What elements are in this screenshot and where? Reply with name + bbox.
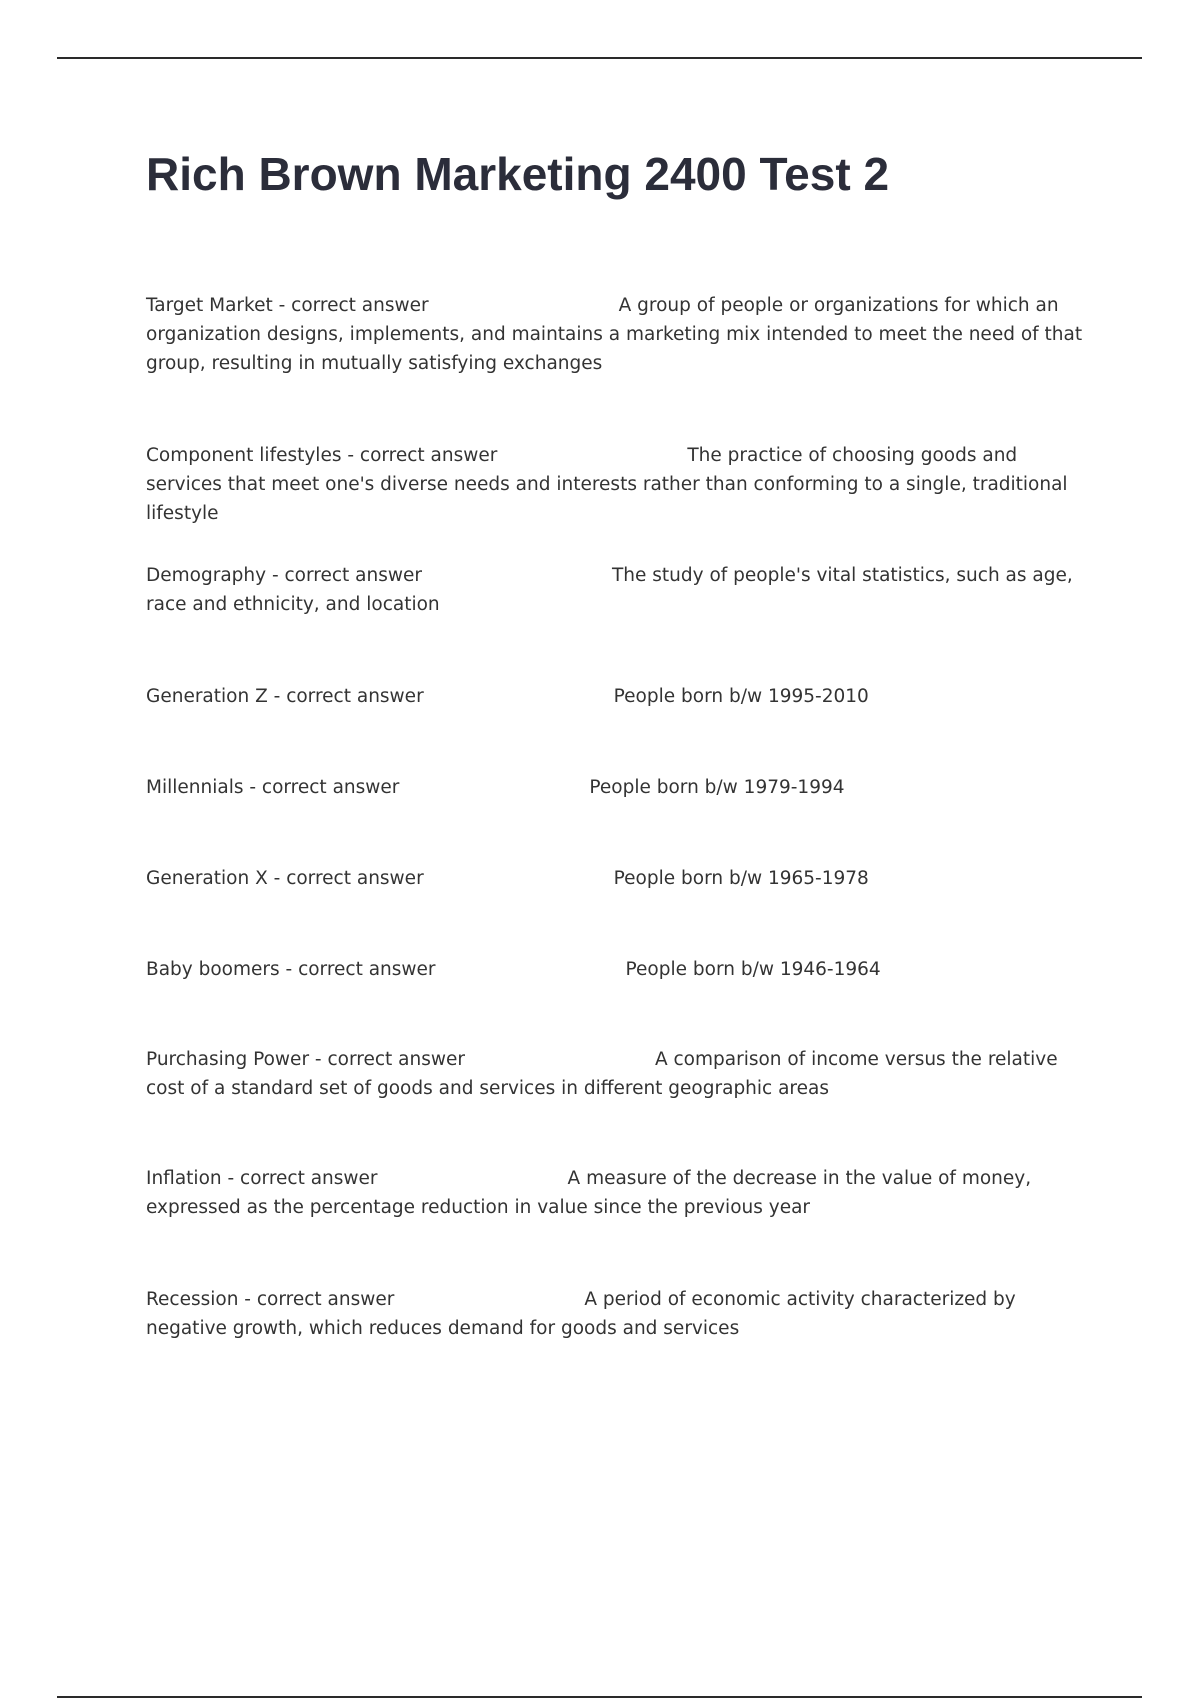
entry-term: Target Market - correct answer (146, 295, 429, 316)
flashcard-entry (146, 561, 1086, 619)
entry-term: Purchasing Power - correct answer (146, 1049, 465, 1070)
entry-definition: People born b/w 1965-1978 (613, 868, 869, 889)
entry-definition: A group of people or organizations for which an organization designs, implements, and maintains a marketing mix intended to meet the need of that group, resulting in mutually satisfying exchanges (146, 295, 1083, 374)
entry-term: Inflation - correct answer (146, 1168, 378, 1189)
entry-definition: The study of people's vital statistics, such as age, race and ethnicity, and location (146, 565, 1073, 615)
entry-term: Generation Z - correct answer (146, 686, 424, 707)
entry-term: Recession - correct answer (146, 1289, 395, 1310)
entry-definition: A measure of the decrease in the value of money, expressed as the percentage reduction in value since the previous year (146, 1168, 1032, 1218)
entry-term: Millennials - correct answer (146, 777, 400, 798)
entry-term: Baby boomers - correct answer (146, 959, 436, 980)
top-rule (57, 57, 1142, 59)
bottom-rule (57, 1696, 1142, 1698)
flashcard-entry (146, 441, 1086, 528)
entry-definition: The practice of choosing goods and services that meet one's diverse needs and interests rather than conforming to a single, traditional lifestyle (146, 445, 1068, 524)
entry-definition: People born b/w 1995-2010 (613, 686, 869, 707)
entry-term: Generation X - correct answer (146, 868, 424, 889)
flashcard-entry (146, 1164, 1086, 1222)
document-title: Rich Brown Marketing 2400 Test 2 (146, 148, 890, 200)
flashcard-entry (146, 955, 1086, 984)
flashcard-entry (146, 1285, 1086, 1343)
entry-term: Demography - correct answer (146, 565, 422, 586)
entry-definition: A comparison of income versus the relative cost of a standard set of goods and services in different geographic areas (146, 1049, 1058, 1099)
entry-definition: A period of economic activity characterized by negative growth, which reduces demand for goods and services (146, 1289, 1016, 1339)
flashcard-entry (146, 773, 1086, 802)
flashcard-entry (146, 864, 1086, 893)
entry-definition: People born b/w 1979-1994 (589, 777, 845, 798)
flashcard-entry (146, 291, 1086, 378)
entry-term: Component lifestyles - correct answer (146, 445, 498, 466)
flashcard-entry (146, 1045, 1086, 1103)
flashcard-entry (146, 682, 1086, 711)
entry-definition: People born b/w 1946-1964 (625, 959, 881, 980)
